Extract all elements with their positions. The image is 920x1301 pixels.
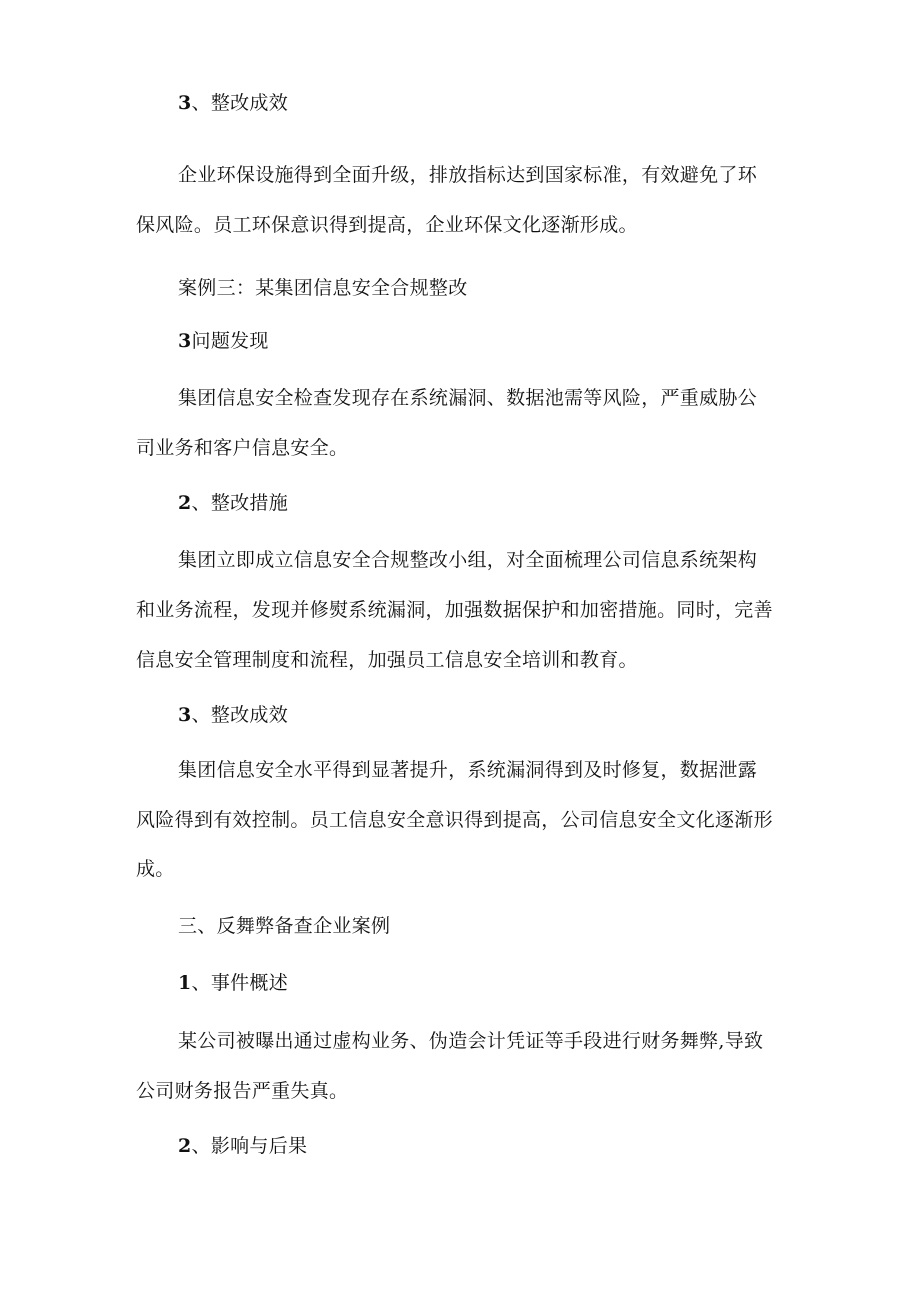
heading-problem-discovery [178, 328, 269, 354]
heading-text: 问题发现 [191, 330, 269, 352]
heading-impact-consequences [178, 1133, 307, 1159]
paragraph-line: 司业务和客户信息安全。 [136, 437, 349, 459]
case-title: 案例三：某集团信息安全合规整改 [178, 277, 468, 299]
paragraph-line: 集团立即成立信息安全合规整改小组，对全面梳理公司信息系统架构 [178, 549, 758, 571]
paragraph-line: 企业环保设施得到全面升级，排放指标达到国家标准，有效避免了环 [178, 164, 758, 186]
paragraph-line: 集团信息安全水平得到显著提升，系统漏洞得到及时修复，数据泄露 [178, 759, 758, 781]
heading-text: 、影响与后果 [191, 1135, 308, 1157]
heading-rectification-results [178, 90, 288, 116]
paragraph-line: 和业务流程，发现并修熨系统漏洞，加强数据保护和加密措施。同时，完善 [136, 599, 773, 621]
heading-rectification-results [178, 702, 288, 728]
heading-number: 3 [178, 92, 192, 114]
heading-text: 、事件概述 [191, 972, 289, 994]
heading-text: 、整改措施 [191, 492, 289, 514]
heading-rectification-measures [178, 490, 288, 516]
heading-event-overview [178, 970, 288, 996]
paragraph-line: 保风险。员工环保意识得到提高，企业环保文化逐渐形成。 [136, 214, 638, 236]
paragraph-line: 公司财务报告严重失真。 [136, 1080, 349, 1102]
paragraph-line: 风险得到有效控制。员工信息安全意识得到提高，公司信息安全文化逐渐形 [136, 809, 773, 831]
paragraph-line: 成。 [136, 858, 175, 880]
heading-text: 、整改成效 [191, 704, 289, 726]
heading-number: 2 [178, 1135, 192, 1157]
heading-number: 3 [178, 330, 192, 352]
heading-number: 1 [178, 972, 192, 994]
section-title: 三、反舞弊备查企业案例 [178, 915, 391, 937]
heading-number: 2 [178, 492, 192, 514]
heading-number: 3 [178, 704, 192, 726]
paragraph-line: 信息安全管理制度和流程，加强员工信息安全培训和教育。 [136, 649, 638, 671]
paragraph-line: 某公司被曝出通过虚构业务、伪造会计凭证等手段进行财务舞弊,导致 [178, 1030, 764, 1052]
heading-text: 、整改成效 [191, 92, 289, 114]
paragraph-line: 集团信息安全检查发现存在系统漏洞、数据池需等风险，严重威胁公 [178, 387, 758, 409]
